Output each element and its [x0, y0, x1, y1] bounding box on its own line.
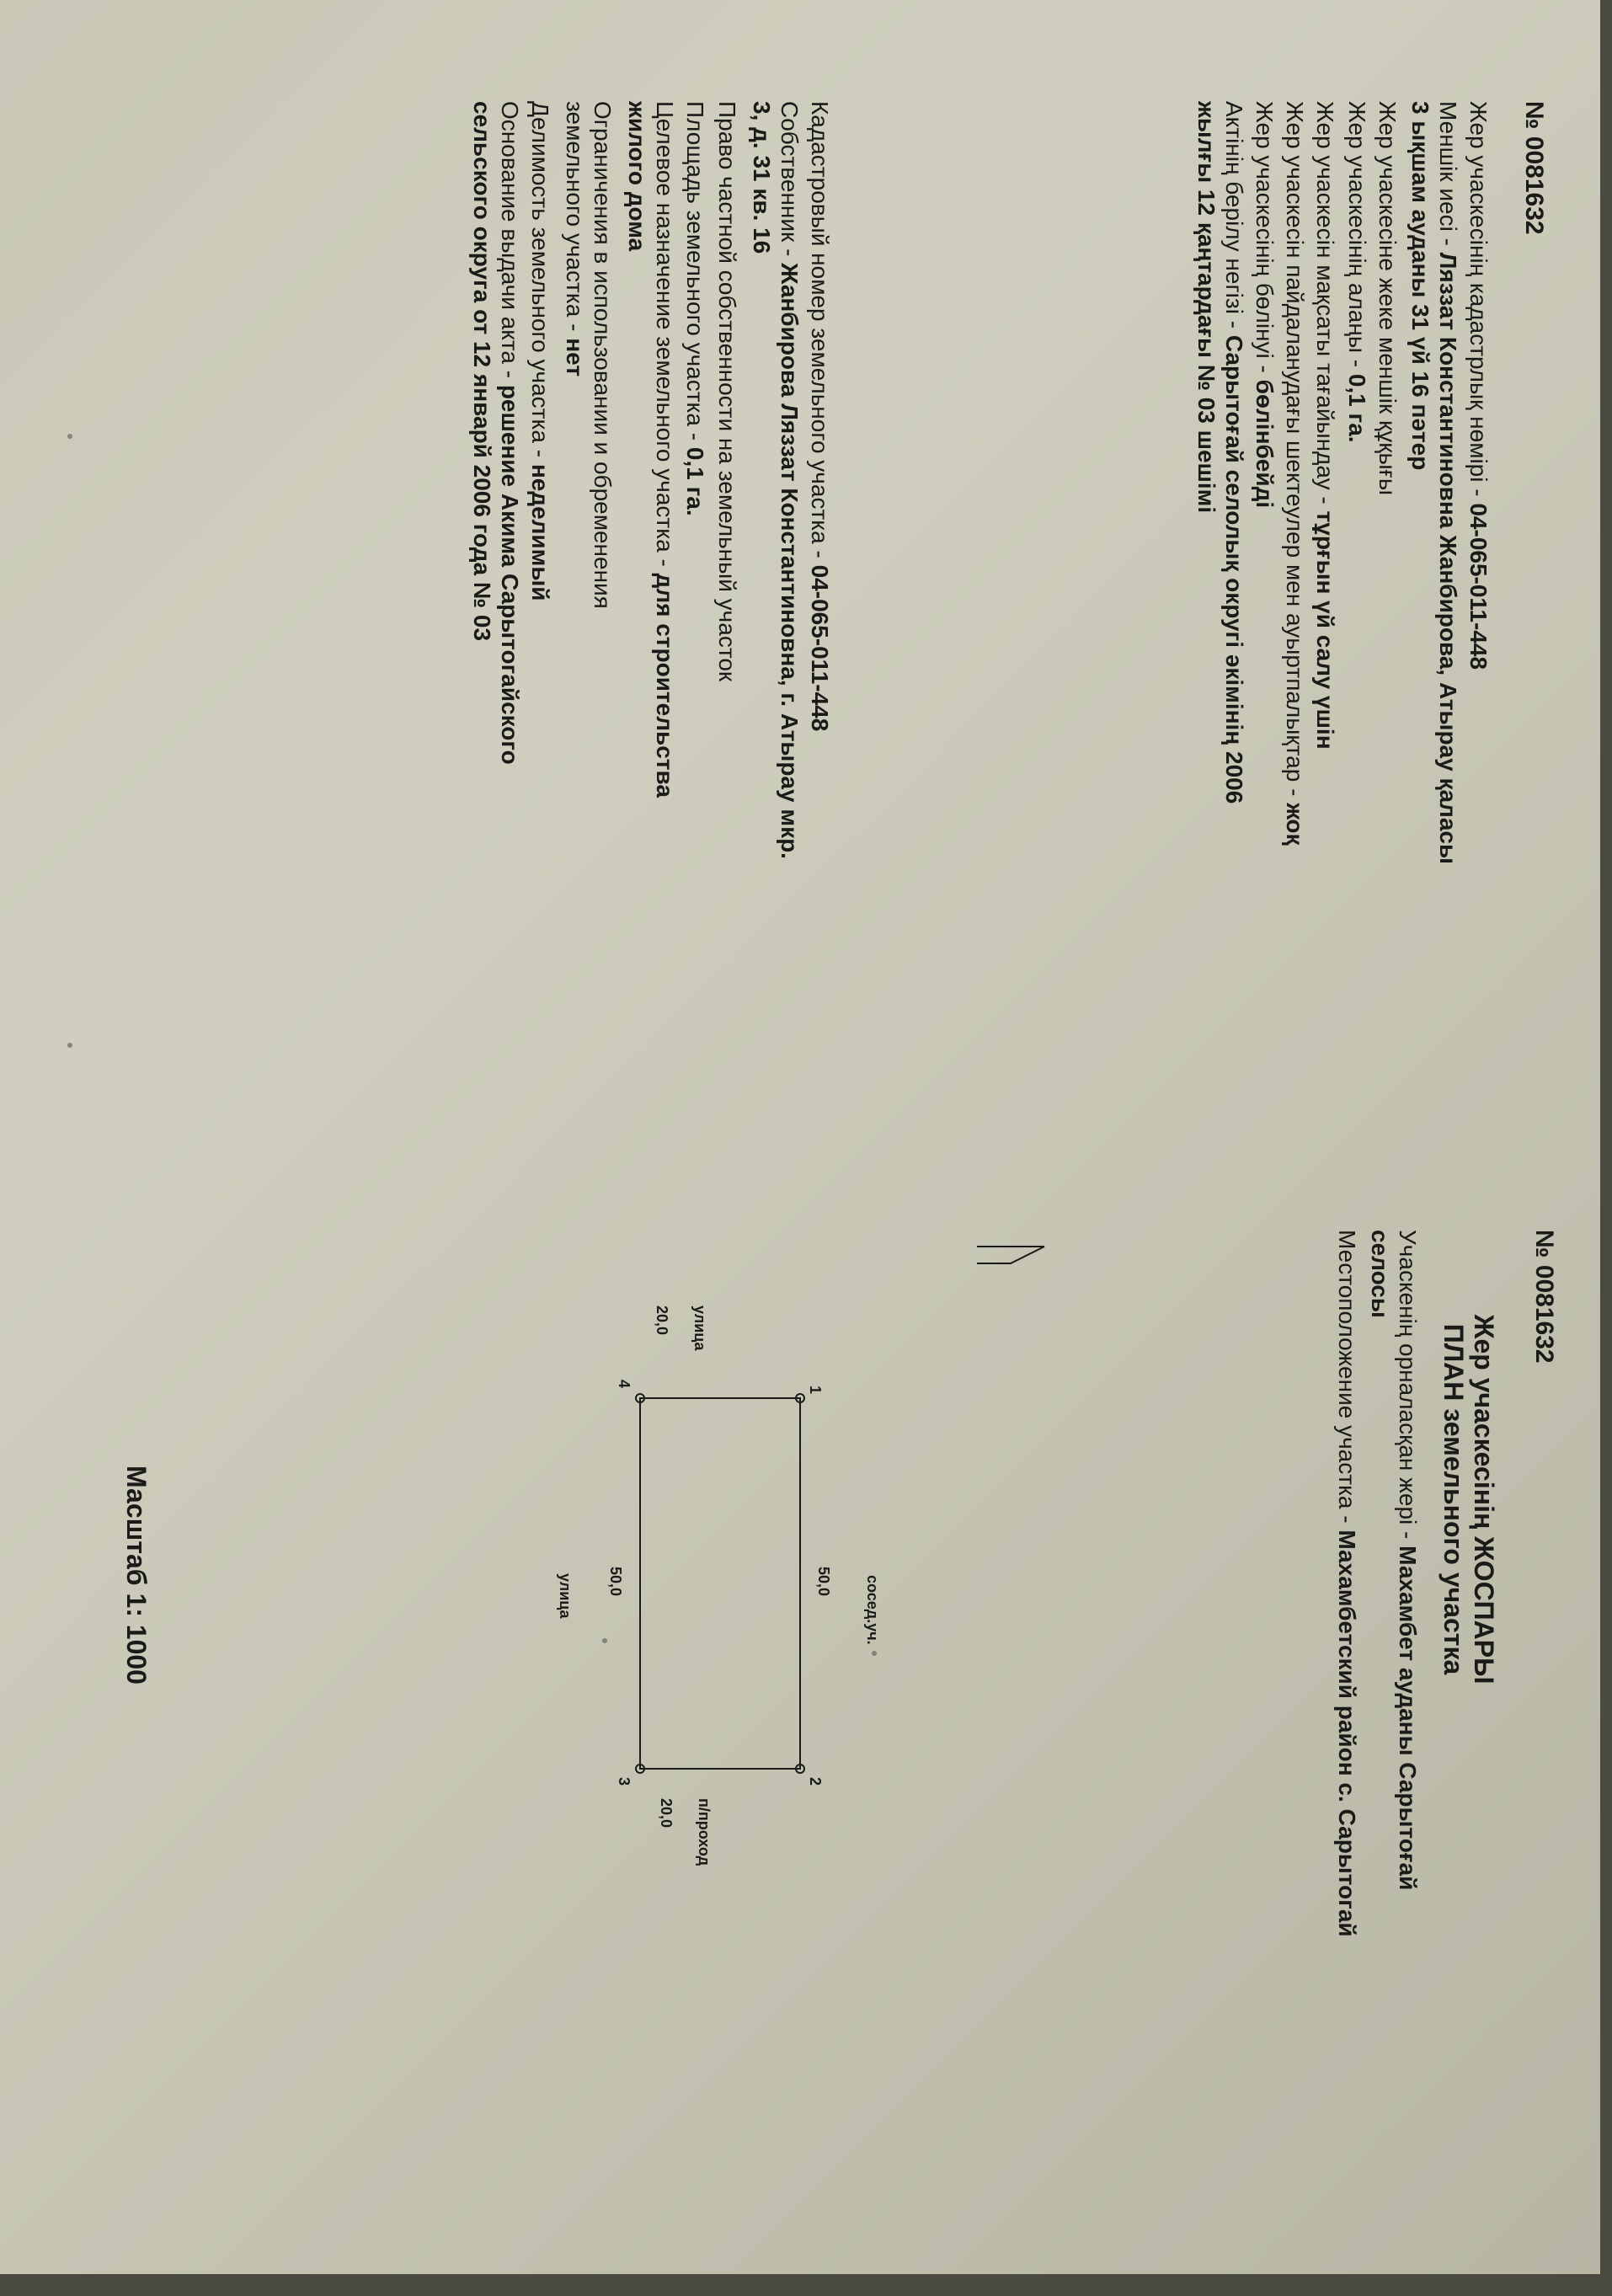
- kz-owner-address: 3 ықшам ауданы 31 үй 16 пәтер: [1407, 101, 1433, 471]
- ru-cadastral-label: Кадастровый номер земельного участка -: [807, 101, 833, 565]
- kz-restrictions-label: Жер учаскесін пайдаланудағы шектеулер мен ауыртпалықтар -: [1282, 101, 1308, 804]
- paper-speck: [67, 1043, 72, 1048]
- plan-scale: Масштаб 1: 1000: [121, 1466, 152, 1685]
- side-right-length: 20,0: [658, 1798, 675, 1829]
- kz-basis-label: Актінің берілу негізі -: [1221, 101, 1247, 335]
- north-arrow-icon: [977, 1247, 1044, 1263]
- ru-owner-value: Жанбирова Ляззат Константиновна, г. Атырау мкр.: [777, 263, 803, 859]
- ru-cadastral-value: 04-065-011-448: [807, 564, 833, 732]
- kz-purpose-value: тұрғын үй салу үшін: [1312, 510, 1338, 750]
- side-bottom-length: 50,0: [607, 1567, 624, 1597]
- point-label-2: 2: [807, 1777, 824, 1786]
- side-top-length: 50,0: [815, 1567, 832, 1597]
- location-kz-label: Учаскенің орналасқан жері -: [1395, 1230, 1421, 1546]
- ru-basis-value: решение Акима Сарытогайского: [497, 384, 523, 765]
- ru-restrictions-label: Ограничения в использовании и обременения земельного участка -: [562, 101, 616, 609]
- kz-basis-line: [1193, 101, 1248, 804]
- doc-number: № 0081632: [1520, 101, 1548, 235]
- kz-restrictions-line: [1281, 101, 1309, 845]
- location-ru-value: Махамбетский район с. Сарытогай: [1334, 1530, 1360, 1937]
- location-kz-value-2: селосы: [1367, 1230, 1393, 1318]
- kz-cadastral-value: 04-065-011-448: [1465, 503, 1492, 670]
- ru-basis-label: Основание выдачи акта -: [497, 101, 523, 385]
- plan-doc-number: № 0081632: [1530, 1230, 1558, 1364]
- act-text-page: [0, 34, 1600, 1095]
- kz-right-line: Жер учаскесіне жеке меншік құқығы: [1374, 101, 1401, 495]
- ru-owner-address: 3, д. 31 кв. 16: [749, 101, 775, 254]
- plot-plan-drawing: [0, 1179, 1600, 2240]
- kz-owner-label: Меншік иесі -: [1435, 101, 1461, 253]
- ru-restrictions-value: нет: [562, 338, 588, 377]
- ru-basis-value-2: сельского округа от 12 январй 2006 года № 03: [469, 101, 495, 642]
- neighbor-bottom: улица: [557, 1573, 574, 1619]
- kz-divisibility-label: Жер учаскесінің бөлінуі -: [1252, 101, 1278, 380]
- neighbor-left: улица: [691, 1306, 708, 1351]
- ru-purpose-value-2: жилого дома: [624, 101, 650, 252]
- point-label-4: 4: [616, 1380, 633, 1389]
- plan-title-kz: Жер учаскесінің ЖОСПАРЫ: [1469, 1314, 1499, 1685]
- kz-cadastral-label: Жер учаскесінің кадастрлық нөмірі -: [1465, 101, 1492, 504]
- kz-area-line: [1343, 101, 1371, 443]
- ru-area-line: [681, 101, 709, 516]
- kz-area-label: Жер учаскесінің алаңы -: [1344, 101, 1370, 374]
- kz-restrictions-value: жоқ: [1282, 803, 1308, 846]
- location-kz-value: Махамбет ауданы Сарытоғай: [1395, 1546, 1421, 1891]
- ru-owner-label: Собственник -: [777, 101, 803, 264]
- ru-right-line: Право частной собственности на земельный участок: [714, 101, 740, 682]
- ru-restrictions-line: [561, 101, 617, 674]
- kz-basis-value: Сарытоғай селолық округі әкімінің 2006: [1221, 334, 1247, 804]
- ru-divisibility-label: Делимость земельного участка -: [527, 101, 553, 464]
- boundary-points: [636, 1394, 804, 1773]
- kz-divisibility-line: [1251, 101, 1278, 508]
- kz-basis-value-2: жылғы 12 қаңтардағы № 03 шешімі: [1193, 101, 1220, 514]
- kz-purpose-line: [1311, 101, 1339, 750]
- neighbor-top: сосед.уч.: [864, 1575, 881, 1645]
- kz-owner-line: [1406, 101, 1462, 864]
- kz-cadastral-line: [1465, 101, 1492, 670]
- parcel-outline: [640, 1398, 800, 1769]
- plan-page: [0, 1179, 1600, 2240]
- location-ru-label: Местоположение участка -: [1334, 1230, 1360, 1530]
- neighbor-right: п/проход: [696, 1798, 713, 1866]
- ru-purpose-line: [623, 101, 679, 798]
- point-label-1: 1: [807, 1386, 824, 1395]
- paper-speck: [872, 1651, 877, 1656]
- side-left-length: 20,0: [654, 1306, 670, 1336]
- paper-speck: [602, 1638, 607, 1643]
- point-label-3: 3: [616, 1777, 633, 1786]
- kz-area-value: 0,1 га.: [1344, 373, 1370, 443]
- ru-purpose-value: для строительства: [652, 573, 678, 798]
- kz-divisibility-value: бөлінбейді: [1252, 379, 1278, 509]
- ru-purpose-label: Целевое назначение земельного участка -: [652, 101, 678, 574]
- kz-owner-value: Ляззат Константиновна Жанбирова, Атырау қаласы: [1435, 252, 1461, 864]
- kz-purpose-label: Жер учаскесін мақсаты тағайындау -: [1312, 101, 1338, 511]
- paper-speck: [67, 434, 72, 439]
- ru-cadastral-line: [806, 101, 834, 731]
- plan-title-ru: ПЛАН земельного участка: [1439, 1323, 1469, 1675]
- ru-area-label: Площадь земельного участка -: [682, 101, 708, 447]
- ru-area-value: 0,1 га.: [682, 446, 708, 516]
- ru-basis-line: [468, 101, 524, 765]
- ru-divisibility-value: неделимый: [527, 463, 553, 601]
- ru-divisibility-line: [526, 101, 554, 601]
- ru-owner-line: [748, 101, 803, 859]
